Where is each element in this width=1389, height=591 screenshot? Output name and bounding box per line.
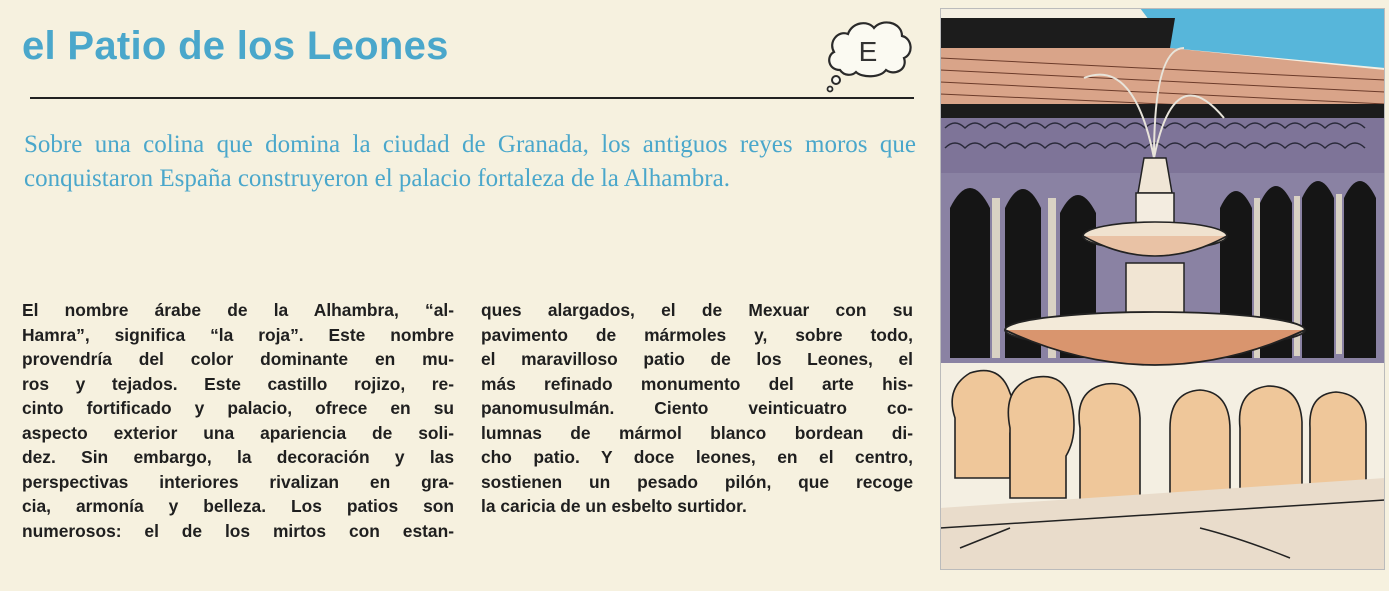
body-line: la caricia de un esbelto surtidor.	[481, 496, 747, 516]
title-divider	[30, 97, 914, 99]
body-line: dez. Sin embargo, la decoración y las	[22, 447, 454, 467]
body-column-right	[481, 298, 913, 519]
body-line: aspecto exterior una apariencia de soli-	[22, 422, 454, 443]
body-line: cinto fortificado y palacio, ofrece en su	[22, 398, 454, 418]
fountain-of-lions-illustration	[940, 8, 1385, 570]
body-line: lumnas de mármol blanco bordean di-	[481, 422, 913, 443]
body-line: panomusulmán. Ciento veinticuatro co-	[481, 398, 913, 418]
body-line: El nombre árabe de la Alhambra, “al-	[22, 300, 454, 320]
body-line: numerosos: el de los mirtos con estan-	[22, 520, 454, 541]
body-line: cho patio. Y doce leones, en el centro,	[481, 447, 913, 467]
section-letter: E	[858, 36, 878, 67]
body-line: ros y tejados. Este castillo rojizo, re-	[22, 373, 454, 394]
section-badge-cloud-icon	[822, 14, 914, 94]
body-line: provendría del color dominante en mu-	[22, 349, 454, 369]
body-line: pavimento de mármoles y, sobre todo,	[481, 324, 913, 345]
body-line: cia, armonía y belleza. Los patios son	[22, 496, 454, 516]
body-line: Hamra”, significa “la roja”. Este nombre	[22, 324, 454, 345]
body-line: perspectivas interiores rivalizan en gra-	[22, 471, 454, 492]
body-line: sostienen un pesado pilón, que recoge	[481, 471, 913, 492]
body-line: el maravilloso patio de los Leones, el	[481, 349, 913, 369]
page-title: el Patio de los Leones	[22, 24, 449, 68]
body-column-left	[22, 298, 454, 543]
intro-paragraph: Sobre una colina que domina la ciudad de Granada, los antiguos reyes moros que conquistaron España construyeron el palacio fortaleza de la Alhambra.	[24, 131, 916, 192]
body-line: ques alargados, el de Mexuar con su	[481, 300, 913, 320]
body-line: más refinado monumento del arte his-	[481, 373, 913, 394]
